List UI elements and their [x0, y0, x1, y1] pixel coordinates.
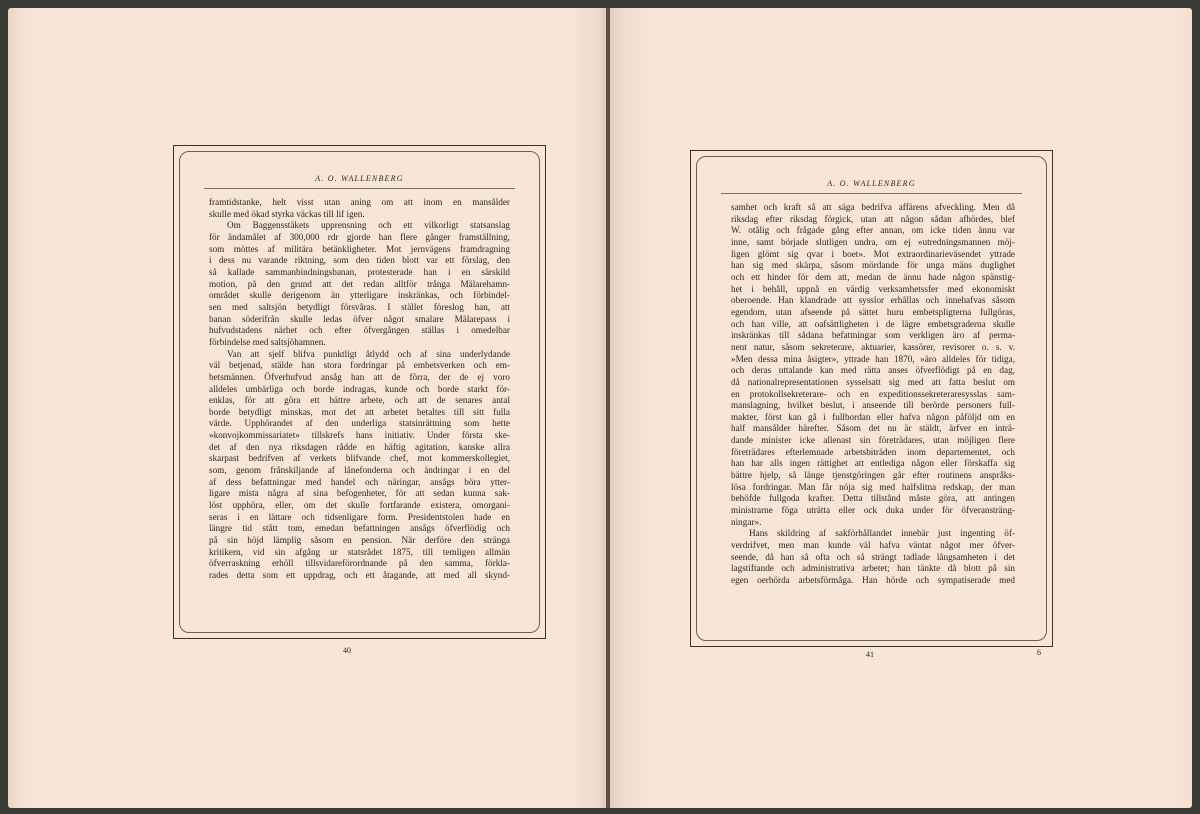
text-line: enklas, för att göra ett bättre arbete, och att de senares antal [209, 395, 510, 406]
text-line: dande minister icke allenast sin företrädares, utan möjligen flere [731, 435, 1015, 446]
text-line: lösa fordringar. Man får nöja sig med halfslitna redskap, der man [731, 481, 1015, 492]
text-line: och ett hinder för dem att, medan de ännu hade någon spänstig- [731, 271, 1015, 282]
text-line: inne, samt började slutligen undra, om ej »utredningsmannen möj- [731, 236, 1015, 247]
text-line: behöfde fullgoda krafter. Detta tillstånd måste göra, att antingen [731, 493, 1015, 504]
text-line: så kallade sammanbindningsbanan, protesterade han i en särskild [209, 266, 510, 277]
text-line: motion, på den grund att det redan alltför trånga Mälarehamn- [209, 278, 510, 289]
text-line: ministrarne föga uträtta eller ock duka under för öfveransträng- [731, 505, 1015, 516]
text-line: han har alls ingen rättighet att entlediga någon eller förskaffa sig [731, 458, 1015, 469]
text-line: verdrifvet, men man kunde väl hafva väntat något mer öfver- [731, 540, 1015, 551]
text-line: öfverraskning erhöll tillsvidareförordnande på den samma, förkla- [209, 558, 510, 569]
text-line: »Men dessa mina åsigter», yttrade han 1870, »äro alldeles för tidiga, [731, 353, 1015, 364]
text-line: het i behåll, uppnå en värdig verksamhetssfer med ekonomiskt [731, 283, 1015, 294]
text-line: som, genom frånskiljande af lånefonderna och ändringar i en del [209, 465, 510, 476]
text-line: väl betjenad, stälde han stora fordringar på embetsverken och em- [209, 360, 510, 371]
text-line: Hans skildring af sakförhållandet innebär just ingenting öf- [749, 528, 1015, 539]
text-line: ningar». [731, 516, 762, 527]
text-line: egen oerhörda arbetsförmåga. Han hörde och sympatiserade med [731, 575, 1015, 585]
text-line: och han ville, att oafsättligheten i de lägre embetsgraderna skulle [731, 318, 1015, 329]
text-line: ligen glömt sig qvar i boet». Mot extraordinarieväsendet yttrade [731, 248, 1015, 259]
text-line: af dess befattningar med handel och näringar, ansågs böra ytter- [209, 476, 510, 487]
text-line: borde betydligt minskas, mot det att arbetet betaltes till sitt fulla [209, 406, 510, 417]
text-line: Van att sjelf blifva punktligt åtlydd och af sina underlydande [227, 348, 510, 359]
text-line: hufvudstadens närhet och efter öfvergången ställas i omedelbar [209, 325, 510, 336]
text-line: inskränkas till sådana befattningar som verkligen äro af perma- [731, 330, 1015, 341]
text-line: som möttes af militära betänkligheter. Mot jernvägens framdragning [209, 243, 510, 254]
right-body-text [731, 202, 1015, 587]
text-line: ligare mista några af sina befogenheter, för att sedan kunna sak- [209, 488, 510, 499]
text-line: »konvojkommissariatet» tillskrefs hans initiativ. Under första ske- [209, 430, 510, 441]
text-line: företrädares efterlemnade arbetsbiträden inom departementet, och [731, 446, 1015, 457]
text-line: egendom, utan afseende på sättet huru embetspligterna fullgöras, [731, 306, 1015, 317]
text-line: samhet och kraft så att säga bedrifva affärens afveckling. Men då [731, 202, 1015, 212]
text-line: han sig med skärpa, såsom mördande för unga mäns duglighet [731, 260, 1015, 271]
text-line: bättre hjelp, så länge tjenstgöringen går efter routinens anspråks- [731, 470, 1015, 481]
left-body-text [209, 197, 510, 582]
text-line: området skulle derigenom än ytterligare inskränkas, och förbindel- [209, 290, 510, 301]
text-line: rades detta som ett uppdrag, och ett åtagande, att med all skynd- [209, 570, 510, 580]
text-line: förbindelse med saltsjöhamnen. [209, 336, 326, 347]
text-line: half mansålder härefter. Såsom det nu är stäldt, ärfver en inträ- [731, 423, 1015, 434]
text-line: W. otålig och frågade gång efter annan, om icke tiden ännu var [731, 225, 1015, 236]
text-line: i dess nu varande riktning, som den tiden blott var ett förslag, den [209, 255, 510, 266]
left-page-number: 40 [343, 646, 351, 655]
text-line: för ändamålet af 300,000 rdr gjorde han flere gånger framställning, [209, 231, 510, 242]
text-line: det af den nya riksdagen rådde en häftig agitation, kanske allra [209, 441, 510, 452]
right-running-head: A. O. WALLENBERG [827, 179, 916, 188]
text-line: Om Baggensstäkets upprensning och ett vilkorligt statsanslag [227, 220, 510, 231]
text-line: makter, först kan gå i fullbordan eller hafva någon påföljd om en [731, 411, 1015, 422]
text-line: framtidstanke, helt visst utan aning om att inom en mansålder [209, 197, 510, 207]
text-line: alldeles umbärliga och borde indragas, kunde och borde starkt för- [209, 383, 510, 394]
left-page-frame [173, 145, 546, 639]
signature-mark: 6 [1037, 648, 1041, 657]
text-line: på sin höjd lämplig såsom en pension. När derföre den stränga [209, 535, 510, 546]
right-page-frame [690, 150, 1053, 647]
left-head-rule [204, 188, 515, 189]
text-line: en protokollsekreterare- och en expeditionssekreteraresysslas sam- [731, 388, 1015, 399]
text-line: skarpast bedrifven af verkets blifvande chef, mot kommerskollegiet, [209, 453, 510, 464]
text-line: banan söderifrån skulle ledas öfver något smalare Mälarepass i [209, 313, 510, 324]
right-page [610, 8, 1192, 808]
text-line: betsmännen. Öfverhufvud ansåg han att de förra, der de ej voro [209, 371, 510, 382]
right-head-rule [721, 193, 1022, 194]
text-line: seende, då han så ofta och så strängt tadlade långsamheten i det [731, 551, 1015, 562]
text-line: oberoende. Han klandrade att sysslor erhållas och innehafvas såsom [731, 295, 1015, 306]
text-line: nent natur, såsom sekreterare, aktuarier, kassörer, revisorer o. s. v. [731, 341, 1015, 352]
text-line: sen med saltsjön betydligt försvåras. I stället föreslog han, att [209, 301, 510, 312]
text-line: löst upphöra, eller, om det skulle fortfarande existera, omorgani- [209, 500, 510, 511]
text-line: seras i en lättare och tidsenligare form. Presidentstolen hade en [209, 511, 510, 522]
text-line: värde. Upphörandet af den underliga statsinrättning som hette [209, 418, 510, 429]
text-line: och deras uttalande kan med rätta anses öfverflödigt på en dag, [731, 365, 1015, 376]
text-line: kritikern, vid sin afgång ur statsrådet 1875, till temligen allmän [209, 546, 510, 557]
text-line: manslagning, hvilket beslut, i anseende till berörde personers full- [731, 400, 1015, 411]
text-line: längre tid stått tom, emedan befattningen ansågs öfverflödig och [209, 523, 510, 534]
text-line: lagstiftande och administrativa arbetet; han tänkte då blott på sin [731, 563, 1015, 574]
text-line: då nationalrepresentationen sysselsatt sig med att fatta beslut om [731, 376, 1015, 387]
text-line: riksdag efter riksdag förgick, utan att någon sådan afhördes, blef [731, 213, 1015, 224]
text-line: skulle med ökad styrka väckas till lif igen. [209, 208, 365, 219]
left-running-head: A. O. WALLENBERG [315, 174, 404, 183]
right-page-number: 41 [866, 650, 874, 659]
left-page [8, 8, 606, 808]
